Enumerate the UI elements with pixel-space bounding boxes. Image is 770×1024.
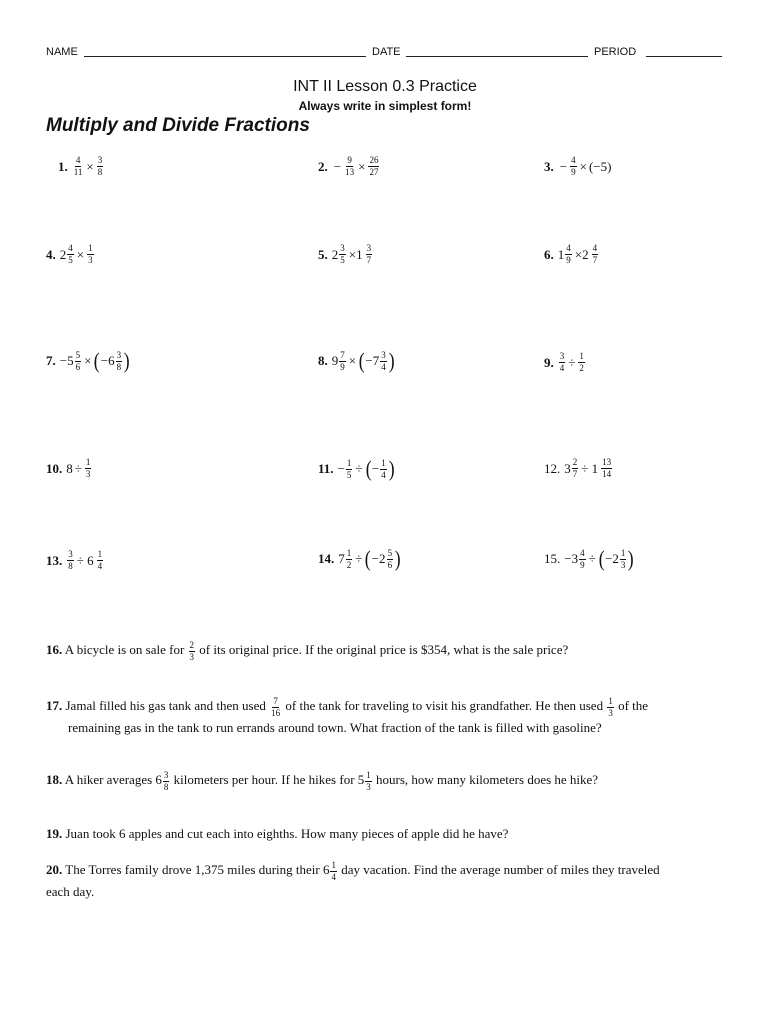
operator: ×: [579, 158, 587, 174]
fraction: $\frac{3}{8}$: [68, 549, 73, 571]
fraction: $\frac{7}{16}$: [271, 695, 281, 718]
word-problem-17: 17. Jamal filled his gas tank and then used $\frac{7}{16}$ of the tank for traveling to visit his grandfather. He then used $\frac{1}{3}$ of the remaining gas in the tank to run errands around town. What fraction of the tank is filled with gasoline?: [46, 695, 649, 735]
whole: 9: [331, 353, 339, 368]
paren-open: (: [365, 456, 372, 481]
operator: ×2: [574, 246, 589, 262]
fraction: $\frac{1}{3}$: [366, 769, 371, 792]
problem-1: [58, 156, 104, 177]
paren-open: (: [365, 546, 371, 571]
problem-6: [544, 244, 599, 265]
fraction: $\frac{4}{7}$: [592, 243, 598, 265]
fraction: $\frac{1}{3}$: [85, 457, 91, 479]
problem-8: [318, 350, 395, 372]
whole: 3: [564, 460, 571, 476]
fraction: $\frac{3}{8}$: [97, 155, 103, 177]
period-blank[interactable]: [646, 46, 722, 57]
fraction: $\frac{1}{5}$: [346, 457, 352, 480]
word-problem-20: 20. The Torres family drove 1,375 miles during their 6 $\frac{1}{4}$ day vacation. Find the average number of miles they traveled each day.: [46, 859, 660, 899]
operator: ÷: [355, 551, 363, 566]
name-label: NAME: [46, 46, 78, 58]
whole: 1: [557, 246, 565, 262]
problem-7: [46, 350, 130, 372]
fraction: $\frac{3}{8}$: [116, 349, 122, 372]
date-blank[interactable]: [406, 46, 588, 57]
paren-close: ): [123, 348, 130, 373]
word-problem-19: 19. Juan took 6 apples and cut each into eighths. How many pieces of apple did he have?: [46, 826, 509, 841]
problem-11: [318, 458, 395, 480]
problem-number: 8.: [318, 353, 328, 368]
fraction: $\frac{4}{9}$: [566, 243, 571, 265]
problem-13: [46, 550, 104, 571]
whole: −7: [365, 353, 380, 368]
operator: ÷: [355, 461, 363, 476]
operator: ÷ 6: [76, 552, 94, 568]
fraction: $\frac{4}{9}$: [571, 155, 576, 177]
whole: 8: [66, 460, 73, 476]
problem-number: 7.: [46, 353, 56, 368]
whole: −5: [59, 353, 74, 368]
problem-number: 12.: [544, 460, 561, 476]
fraction: $\frac{1}{2}$: [579, 351, 584, 373]
fraction: $\frac{3}{4}$: [381, 349, 386, 372]
problem-number: 14.: [318, 551, 335, 566]
word-problem-18: 18. A hiker averages 6 $\frac{3}{8}$ kilometers per hour. If he hikes for 5 $\frac{1}{3}$ hours, how many kilometers does he hike?: [46, 769, 599, 792]
paren-close: ): [394, 546, 401, 571]
paren-open: (: [598, 546, 605, 571]
fraction: $\frac{4}{5}$: [68, 243, 73, 265]
operator: ×1: [348, 246, 363, 262]
problem-number: 6.: [544, 246, 554, 262]
problem-number: 3.: [544, 158, 554, 174]
problem-number: 19.: [46, 826, 63, 841]
problem-number: 16.: [46, 642, 63, 657]
fraction: $\frac{1}{2}$: [346, 547, 352, 570]
fraction: $\frac{1}{3}$: [608, 695, 613, 718]
operator: ×: [84, 353, 92, 368]
operator: ÷: [568, 354, 576, 370]
whole: 2: [331, 246, 339, 262]
name-blank[interactable]: [84, 46, 366, 57]
fraction: $\frac{5}{6}$: [387, 547, 393, 570]
fraction: $\frac{9}{13}$: [345, 155, 355, 177]
fraction: $\frac{4}{9}$: [580, 547, 585, 570]
paren-open: (: [94, 348, 101, 373]
paren-close: ): [388, 456, 395, 481]
fraction: $\frac{7}{9}$: [340, 349, 345, 372]
problem-12: [544, 458, 613, 479]
problem-14: [318, 548, 401, 570]
problem-9: [544, 352, 586, 373]
problem-number: 9.: [544, 354, 554, 370]
period-label: PERIOD: [594, 46, 637, 58]
fraction: $\frac{1}{4}$: [331, 859, 336, 882]
whole: −2: [605, 551, 619, 566]
fraction: $\frac{3}{8}$: [163, 769, 169, 792]
date-label: DATE: [372, 46, 401, 58]
sign: −: [371, 461, 380, 476]
whole: −2: [371, 551, 386, 566]
problem-15: [544, 548, 635, 570]
operator: ÷: [74, 460, 82, 476]
problem-number: 20.: [46, 862, 63, 877]
operand: (−5): [588, 158, 612, 174]
operator: ×: [86, 158, 94, 174]
operator: ×: [358, 158, 366, 174]
problem-number: 5.: [318, 246, 328, 262]
problem-number: 2.: [318, 158, 328, 174]
whole: 2: [59, 246, 67, 262]
fraction: $\frac{1}{3}$: [88, 243, 93, 265]
operator: ×: [76, 246, 85, 262]
problem-5: [318, 244, 373, 265]
fraction: $\frac{2}{7}$: [572, 457, 578, 479]
paren-open: (: [358, 348, 365, 373]
operator: ÷: [588, 551, 596, 566]
page-subtitle: Always write in simplest form!: [298, 99, 472, 113]
problem-number: 18.: [46, 772, 63, 787]
sign: −: [333, 158, 342, 174]
fraction: $\frac{26}{27}$: [369, 155, 379, 177]
section-title: Multiply and Divide Fractions: [46, 115, 310, 136]
operator: ÷ 1: [581, 460, 599, 476]
sign: −: [337, 461, 345, 476]
fraction: $\frac{3}{4}$: [559, 351, 565, 373]
whole: −3: [564, 551, 579, 566]
problem-number: 4.: [46, 246, 56, 262]
problem-number: 10.: [46, 460, 63, 476]
problem-number: 17.: [46, 698, 63, 713]
word-problem-16: 16. A bicycle is on sale for $\frac{2}{3}$ of its original price. If the original price is $354, what is the sale price?: [46, 639, 569, 662]
fraction: $\frac{1}{3}$: [620, 547, 626, 570]
fraction: $\frac{4}{11}$: [73, 155, 83, 177]
operator: ×: [348, 353, 357, 368]
problem-3: [544, 156, 611, 177]
fraction: $\frac{5}{6}$: [75, 349, 81, 372]
problem-number: 11.: [318, 461, 334, 476]
whole: −6: [100, 353, 115, 368]
sign: −: [559, 158, 568, 174]
whole: 7: [338, 551, 345, 566]
problem-2: [318, 156, 380, 177]
fraction: $\frac{2}{3}$: [189, 639, 195, 662]
fraction: $\frac{1}{4}$: [381, 457, 386, 480]
page-title: INT II Lesson 0.3 Practice: [293, 78, 477, 95]
paren-close: ): [628, 546, 635, 571]
problem-4: [46, 244, 95, 265]
fraction: $\frac{13}{14}$: [602, 457, 612, 479]
fraction: $\frac{1}{4}$: [97, 549, 103, 571]
problem-number: 1.: [58, 158, 68, 174]
problem-number: 13.: [46, 552, 63, 568]
paren-close: ): [388, 348, 395, 373]
fraction: $\frac{3}{7}$: [366, 243, 372, 265]
problem-number: 15.: [544, 551, 561, 566]
fraction: $\frac{3}{5}$: [340, 243, 345, 265]
problem-10: [46, 458, 92, 479]
